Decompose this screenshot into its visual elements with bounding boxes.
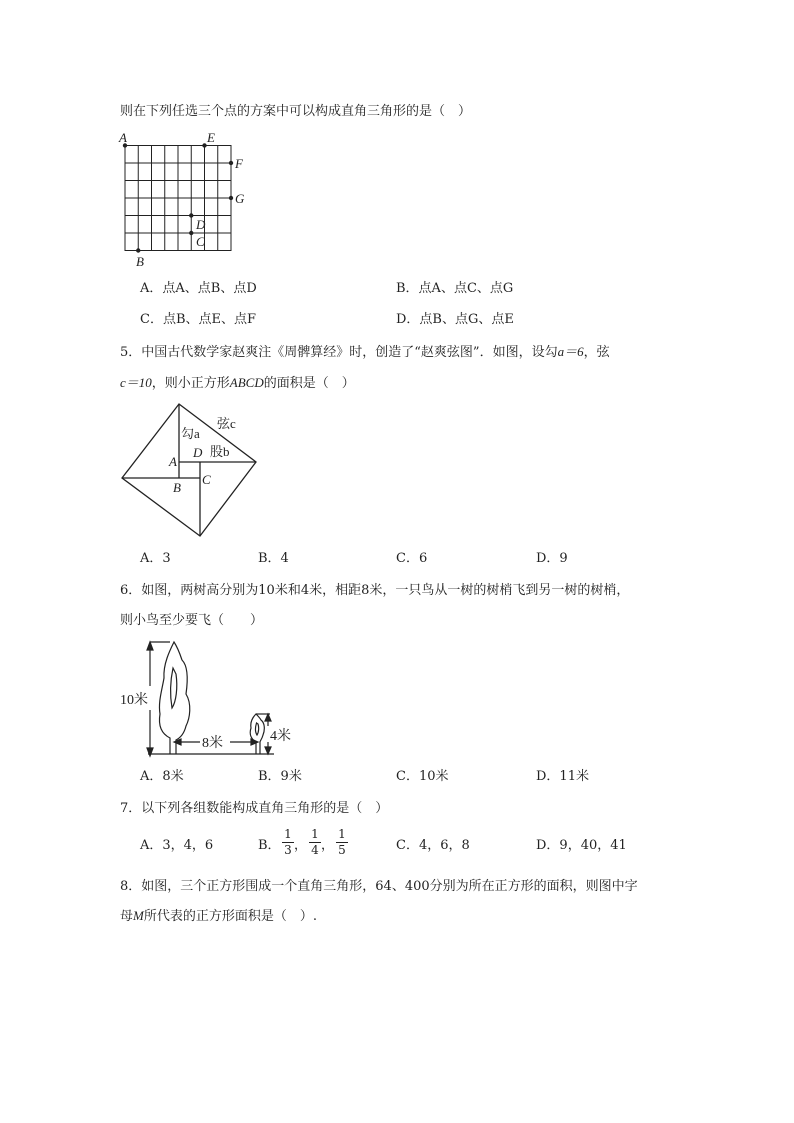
label-d: D	[193, 445, 203, 460]
label-a: A	[169, 454, 177, 469]
q5-option-c: C．6	[396, 551, 428, 566]
label-gou-a: 勾a	[181, 426, 200, 441]
q5-stem-line1: 5．中国古代数学家赵爽注《周髀算经》时，创造了“赵爽弦图”．如图，设勾a＝6，弦	[120, 344, 610, 360]
point-a-label: A	[119, 130, 127, 145]
q6-option-d: D．11米	[536, 769, 589, 784]
q6-stem-line2: 则小鸟至少要飞（ ）	[120, 613, 264, 628]
q7-option-d: D．9，40，41	[536, 838, 627, 853]
q4-option-b: B．点A、点C、点G	[396, 281, 514, 296]
q6-option-a: A．8米	[140, 769, 184, 784]
point-e-label: E	[207, 130, 215, 145]
q6-stem-line1: 6．如图，两树高分别为10米和4米，相距8米，一只鸟从一树的树梢飞到另一树的树梢，	[120, 583, 630, 598]
label-8m: 8米	[202, 736, 223, 751]
fraction-1-4: 1 4	[309, 828, 321, 857]
point-g-label: G	[235, 191, 245, 206]
fraction-separator: ，	[294, 838, 308, 853]
label-gu-b: 股b	[210, 444, 230, 459]
q5-option-b: B．4	[258, 551, 289, 566]
q4-option-d: D．点B、点G、点E	[396, 312, 514, 327]
fraction-separator: ，	[321, 838, 335, 853]
q4-option-a: A．点A、点B、点D	[140, 281, 257, 296]
label-c: C	[202, 472, 211, 487]
q7-option-a: A．3，4，6	[140, 838, 214, 853]
label-xian-c: 弦c	[217, 416, 236, 431]
q7-stem: 7．以下列各组数能构成直角三角形的是（ ）	[120, 801, 389, 816]
q4-stem: 则在下列任选三个点的方案中可以构成直角三角形的是（ ）	[120, 104, 472, 119]
point-b-label: B	[136, 254, 144, 269]
zhao-shuang-diagram	[115, 398, 265, 543]
q5-stem-line2: c＝10，则小正方形ABCD的面积是（ ）	[120, 375, 355, 391]
fraction-1-3: 1 3	[282, 828, 294, 857]
q6-option-c: C．10米	[396, 769, 449, 784]
q8-stem-line2: 母M所代表的正方形面积是（ ）.	[120, 908, 317, 924]
q6-option-b: B．9米	[258, 769, 302, 784]
q5-option-a: A．3	[140, 551, 171, 566]
q5-option-d: D．9	[536, 551, 568, 566]
point-c-label: C	[196, 234, 205, 249]
point-d-label: D	[196, 217, 206, 232]
q4-option-c: C．点B、点E、点F	[140, 312, 257, 327]
point-f-label: F	[235, 156, 243, 171]
label-10m: 10米	[120, 693, 148, 708]
q4-grid-figure	[115, 128, 255, 268]
q8-stem-line1: 8．如图，三个正方形围成一个直角三角形，64、400分别为所在正方形的面积，则图中字	[120, 879, 638, 894]
label-4m: 4米	[270, 729, 291, 744]
two-trees-figure	[118, 638, 298, 760]
label-b: B	[173, 480, 181, 495]
fraction-1-5: 1 5	[336, 828, 348, 857]
q7-option-b-label: B．	[258, 838, 281, 853]
q7-option-c: C．4，6，8	[396, 838, 470, 853]
